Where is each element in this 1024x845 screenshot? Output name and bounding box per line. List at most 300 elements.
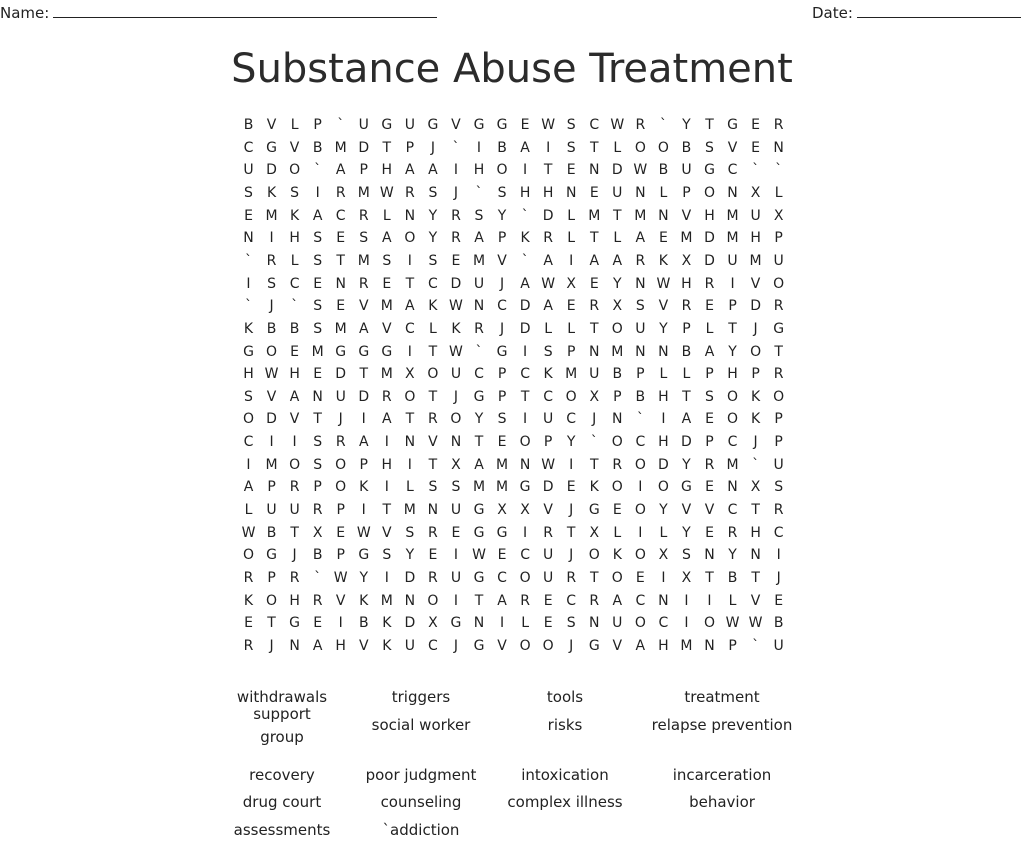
grid-letter: R xyxy=(266,252,277,269)
grid-letter: R xyxy=(404,184,415,201)
grid-letter: K xyxy=(751,411,761,428)
grid-letter: R xyxy=(428,524,438,541)
grid-letter: D xyxy=(519,320,531,337)
grid-letter: H xyxy=(658,637,669,654)
grid-letter: O xyxy=(519,637,531,654)
grid-letter: L xyxy=(521,615,529,632)
grid-letter: V xyxy=(289,411,300,428)
grid-letter: S xyxy=(405,524,415,541)
grid-letter: H xyxy=(381,162,393,179)
grid-letter: U xyxy=(773,637,784,654)
grid-letter: U xyxy=(358,117,369,133)
word-list-item: risks xyxy=(547,716,583,734)
grid-letter: T xyxy=(705,117,714,133)
grid-letter: K xyxy=(543,366,553,383)
grid-letter: N xyxy=(658,343,669,360)
grid-letter: D xyxy=(358,388,370,405)
grid-letter: L xyxy=(659,366,668,383)
grid-letter: N xyxy=(519,456,531,473)
grid-letter: G xyxy=(473,524,485,541)
grid-letter: I xyxy=(453,547,458,564)
grid-letter: Y xyxy=(474,411,484,428)
grid-letter: B xyxy=(358,615,369,632)
grid-letter: I xyxy=(269,434,274,451)
grid-letter: T xyxy=(589,139,599,156)
grid-letter: X xyxy=(750,479,761,496)
grid-letter: P xyxy=(497,388,507,405)
grid-letter: Y xyxy=(682,524,691,541)
grid-letter: G xyxy=(381,117,393,133)
grid-letter: I xyxy=(246,275,251,292)
grid-letter: J xyxy=(430,139,435,156)
grid-letter: H xyxy=(542,184,554,201)
date-field xyxy=(812,3,1021,22)
grid-letter: V xyxy=(704,502,715,519)
grid-letter: K xyxy=(520,230,530,247)
name-label: Name: xyxy=(0,4,50,22)
grid-letter: T xyxy=(267,615,276,632)
grid-letter: R xyxy=(704,456,715,473)
grid-letter: S xyxy=(566,117,576,133)
grid-letter: M xyxy=(726,230,739,247)
grid-letter: E xyxy=(589,184,599,201)
grid-letter: C xyxy=(727,434,738,451)
grid-letter: E xyxy=(290,343,300,360)
grid-letter: I xyxy=(499,615,505,632)
grid-letter: J xyxy=(453,184,458,201)
grid-letter: S xyxy=(313,298,323,315)
word-list-item: poor judgment xyxy=(365,766,477,784)
grid-letter: R xyxy=(358,207,369,224)
grid-letter: A xyxy=(612,592,623,609)
grid-letter: X xyxy=(681,252,692,269)
grid-letter: G xyxy=(358,343,370,360)
word-list-item: incarceration xyxy=(672,766,772,784)
date-blank-line xyxy=(857,3,1021,18)
grid-letter: M xyxy=(380,298,393,315)
grid-letter: I xyxy=(569,252,574,269)
grid-letter: A xyxy=(428,162,438,179)
grid-letter: E xyxy=(428,547,438,564)
grid-letter: I xyxy=(269,230,274,247)
grid-letter: N xyxy=(589,615,600,632)
grid-letter: V xyxy=(428,434,438,451)
grid-letter: C xyxy=(243,434,254,451)
grid-letter: U xyxy=(404,117,415,133)
grid-letter: ` xyxy=(752,456,760,473)
grid-letter: T xyxy=(682,388,691,405)
grid-letter: L xyxy=(567,207,576,224)
grid-letter: K xyxy=(382,615,392,632)
grid-letter: G xyxy=(496,117,508,133)
grid-letter: V xyxy=(266,117,277,133)
grid-letter: G xyxy=(496,343,508,360)
grid-letter: P xyxy=(682,320,691,337)
grid-letter: H xyxy=(727,366,738,383)
grid-letter: D xyxy=(450,275,462,292)
grid-letter: G xyxy=(473,388,485,405)
grid-letter: S xyxy=(474,207,484,224)
grid-letter: O xyxy=(335,456,347,473)
grid-letter: S xyxy=(774,479,784,496)
grid-letter: E xyxy=(313,275,323,292)
grid-letter: O xyxy=(289,162,301,179)
grid-letter: I xyxy=(361,411,366,428)
grid-letter: P xyxy=(359,456,368,473)
grid-letter: V xyxy=(382,320,392,337)
grid-letter: ` xyxy=(636,411,644,428)
grid-letter: X xyxy=(589,524,600,541)
grid-letter: R xyxy=(704,275,715,292)
grid-letter: P xyxy=(728,637,737,654)
grid-letter: S xyxy=(635,298,645,315)
grid-letter: U xyxy=(243,162,254,179)
grid-letter: C xyxy=(428,637,438,654)
grid-letter: U xyxy=(635,320,646,337)
grid-letter: U xyxy=(589,366,600,383)
grid-letter: O xyxy=(266,343,278,360)
grid-letter: G xyxy=(588,502,600,519)
grid-letter: L xyxy=(405,479,414,496)
grid-letter: I xyxy=(707,592,712,609)
grid-letter: S xyxy=(313,230,323,247)
grid-letter: I xyxy=(776,547,781,564)
grid-letter: D xyxy=(404,570,416,586)
grid-letter: P xyxy=(705,366,714,383)
grid-letter: S xyxy=(428,479,438,496)
grid-letter: R xyxy=(451,207,461,224)
grid-letter: P xyxy=(497,230,507,247)
grid-letter: E xyxy=(382,275,392,292)
grid-letter: R xyxy=(543,524,553,541)
grid-letter: G xyxy=(727,117,738,133)
grid-letter: R xyxy=(312,502,323,519)
grid-letter: L xyxy=(774,184,783,201)
grid-letter: A xyxy=(335,162,346,179)
grid-letter: D xyxy=(404,615,416,632)
grid-letter: T xyxy=(589,456,599,473)
grid-letter: W xyxy=(748,615,763,632)
grid-letter: W xyxy=(333,570,348,586)
grid-letter: M xyxy=(565,366,578,383)
grid-letter: I xyxy=(315,184,320,201)
grid-letter: K xyxy=(243,592,254,609)
grid-letter: P xyxy=(613,388,622,405)
grid-letter: N xyxy=(404,207,416,224)
grid-letter: N xyxy=(243,230,254,247)
grid-letter: A xyxy=(635,637,646,654)
grid-letter: A xyxy=(243,479,254,496)
grid-letter: X xyxy=(589,388,600,405)
grid-letter: X xyxy=(566,275,576,292)
grid-letter: X xyxy=(497,502,507,519)
grid-letter: C xyxy=(289,275,300,292)
grid-letter: G xyxy=(450,615,462,632)
grid-letter: ` xyxy=(475,184,483,201)
grid-letter: R xyxy=(773,502,784,519)
grid-letter: V xyxy=(497,252,507,269)
grid-letter: O xyxy=(496,162,508,179)
grid-letter: N xyxy=(473,298,485,315)
grid-letter: O xyxy=(427,366,439,383)
grid-letter: E xyxy=(635,570,645,586)
grid-letter: A xyxy=(474,230,484,247)
word-list-item: recovery xyxy=(249,766,315,784)
grid-letter: V xyxy=(358,298,369,315)
grid-letter: H xyxy=(335,637,346,654)
grid-letter: B xyxy=(266,320,277,337)
grid-letter: P xyxy=(705,434,714,451)
grid-letter: L xyxy=(382,207,391,224)
grid-letter: E xyxy=(658,230,668,247)
grid-letter: S xyxy=(705,139,714,156)
grid-letter: U xyxy=(266,502,277,519)
grid-letter: P xyxy=(682,184,691,201)
grid-letter: G xyxy=(588,637,600,654)
grid-letter: R xyxy=(451,230,461,247)
grid-letter: S xyxy=(382,252,392,269)
grid-letter: O xyxy=(242,411,255,428)
grid-letter: V xyxy=(289,139,300,156)
grid-letter: Y xyxy=(659,320,668,337)
grid-letter: T xyxy=(774,343,783,360)
grid-letter: G xyxy=(519,479,531,496)
grid-letter: A xyxy=(520,275,530,292)
grid-letter: W xyxy=(356,524,371,541)
grid-letter: P xyxy=(728,298,737,315)
grid-letter: R xyxy=(243,570,254,586)
grid-letter: A xyxy=(589,252,600,269)
grid-letter: M xyxy=(496,456,509,473)
grid-letter: H xyxy=(289,366,300,383)
grid-letter: U xyxy=(612,184,623,201)
grid-letter: E xyxy=(543,615,553,632)
grid-letter: N xyxy=(404,434,416,451)
grid-letter: T xyxy=(520,388,530,405)
grid-letter: P xyxy=(267,479,276,496)
grid-letter: G xyxy=(773,320,785,337)
grid-letter: E xyxy=(497,434,507,451)
grid-letter: T xyxy=(428,343,438,360)
grid-letter: K xyxy=(428,298,438,315)
grid-letter: C xyxy=(474,366,484,383)
grid-letter: P xyxy=(751,366,760,383)
grid-letter: K xyxy=(290,207,300,224)
grid-letter: W xyxy=(656,275,671,292)
word-list-item: relapse prevention xyxy=(651,716,793,734)
word-list-item: `addiction xyxy=(382,821,460,839)
grid-letter: A xyxy=(681,411,692,428)
grid-letter: ` xyxy=(752,637,760,654)
grid-letter: T xyxy=(382,502,392,519)
grid-letter: T xyxy=(751,502,760,519)
grid-letter: I xyxy=(569,456,574,473)
grid-letter: Y xyxy=(428,207,438,224)
grid-letter: M xyxy=(311,343,324,360)
word-list-item: assessments xyxy=(233,821,331,839)
grid-letter: V xyxy=(335,592,346,609)
grid-letter: V xyxy=(266,388,277,405)
grid-letter: A xyxy=(358,320,369,337)
grid-letter: U xyxy=(543,570,554,586)
grid-letter: U xyxy=(450,366,462,383)
grid-letter: T xyxy=(359,366,369,383)
grid-letter: O xyxy=(657,479,669,496)
grid-letter: J xyxy=(499,320,505,337)
grid-letter: O xyxy=(565,388,577,405)
grid-letter: G xyxy=(473,637,485,654)
grid-letter: A xyxy=(312,637,323,654)
grid-letter: E xyxy=(566,298,576,315)
grid-letter: O xyxy=(750,343,762,360)
grid-letter: D xyxy=(266,411,277,428)
grid-letter: G xyxy=(473,117,485,133)
grid-letter: I xyxy=(453,592,458,609)
grid-letter: R xyxy=(312,592,323,609)
grid-letter: G xyxy=(473,502,485,519)
grid-letter: W xyxy=(241,524,256,541)
grid-letter: U xyxy=(773,252,784,269)
grid-letter: M xyxy=(334,139,347,156)
grid-letter: T xyxy=(313,411,322,428)
grid-letter: T xyxy=(589,570,599,586)
grid-letter: ` xyxy=(314,162,322,179)
grid-letter: H xyxy=(519,184,531,201)
grid-letter: J xyxy=(592,411,597,428)
grid-letter: P xyxy=(774,434,783,451)
word-list-item: support group xyxy=(253,705,311,746)
grid-letter: J xyxy=(269,298,274,315)
grid-letter: E xyxy=(336,524,346,541)
grid-letter: O xyxy=(427,592,439,609)
grid-letter: E xyxy=(705,524,714,541)
grid-letter: V xyxy=(497,637,507,654)
grid-letter: E xyxy=(589,275,599,292)
grid-letter: J xyxy=(453,388,458,405)
grid-letter: J xyxy=(569,637,574,654)
grid-letter: V xyxy=(750,275,761,292)
grid-letter: R xyxy=(681,298,692,315)
grid-letter: U xyxy=(473,275,485,292)
grid-letter: P xyxy=(497,366,507,383)
grid-letter: P xyxy=(313,117,322,133)
grid-letter: ` xyxy=(245,252,252,269)
grid-letter: B xyxy=(289,320,300,337)
grid-letter: K xyxy=(359,479,369,496)
grid-letter: K xyxy=(658,252,668,269)
grid-letter: V xyxy=(750,592,761,609)
grid-letter: E xyxy=(705,479,714,496)
grid-letter: E xyxy=(520,117,530,133)
grid-letter: A xyxy=(382,230,392,247)
grid-letter: K xyxy=(612,547,622,564)
grid-letter: R xyxy=(289,570,300,586)
grid-letter: ` xyxy=(452,139,460,156)
grid-letter: N xyxy=(750,547,761,564)
grid-letter: O xyxy=(634,547,646,564)
grid-letter: O xyxy=(266,592,278,609)
grid-letter: C xyxy=(566,592,577,609)
grid-letter: S xyxy=(428,252,438,269)
grid-letter: P xyxy=(566,343,576,360)
grid-letter: I xyxy=(384,479,389,496)
grid-letter: A xyxy=(405,298,415,315)
grid-letter: R xyxy=(773,117,784,133)
grid-letter: U xyxy=(543,411,554,428)
grid-letter: S xyxy=(267,275,276,292)
grid-letter: G xyxy=(358,547,370,564)
grid-letter: ` xyxy=(521,207,529,224)
grid-letter: E xyxy=(612,502,622,519)
grid-letter: R xyxy=(635,252,646,269)
grid-letter: I xyxy=(384,434,389,451)
grid-letter: B xyxy=(266,524,277,541)
grid-letter: M xyxy=(472,479,486,496)
grid-letter: S xyxy=(359,230,369,247)
grid-letter: D xyxy=(750,298,761,315)
grid-letter: O xyxy=(727,411,739,428)
grid-letter: P xyxy=(313,479,322,496)
grid-letter: S xyxy=(451,479,461,496)
grid-letter: B xyxy=(497,139,507,156)
grid-letter: V xyxy=(451,117,461,133)
grid-letter: G xyxy=(473,570,485,586)
grid-letter: J xyxy=(292,547,297,564)
grid-letter: L xyxy=(659,524,668,541)
grid-letter: R xyxy=(773,366,784,383)
grid-letter: V xyxy=(727,139,738,156)
grid-letter: I xyxy=(638,524,643,541)
grid-letter: D xyxy=(358,139,370,156)
grid-letter: R xyxy=(612,456,623,473)
grid-letter: O xyxy=(634,615,646,632)
grid-letter: I xyxy=(523,343,528,360)
grid-letter: E xyxy=(244,615,253,632)
word-list-item: treatment xyxy=(684,688,760,706)
grid-letter: T xyxy=(613,207,622,224)
grid-letter: H xyxy=(473,162,485,179)
grid-letter: P xyxy=(543,434,553,451)
grid-letter: E xyxy=(313,366,323,383)
grid-letter: O xyxy=(611,434,623,451)
grid-letter: B xyxy=(658,162,669,179)
grid-letter: K xyxy=(243,320,254,337)
grid-letter: G xyxy=(266,139,277,156)
grid-letter: W xyxy=(449,298,463,315)
word-list-item: withdrawals xyxy=(236,688,328,706)
grid-letter: B xyxy=(635,388,646,405)
grid-letter: M xyxy=(357,184,370,201)
word-list-item: triggers xyxy=(391,688,451,706)
grid-letter: T xyxy=(474,592,484,609)
grid-letter: T xyxy=(705,570,714,586)
grid-letter: N xyxy=(773,139,784,156)
grid-letter: V xyxy=(658,298,669,315)
grid-letter: B xyxy=(727,570,738,586)
grid-letter: G xyxy=(266,547,277,564)
grid-letter: G xyxy=(496,524,508,541)
grid-letter: N xyxy=(565,184,577,201)
grid-letter: I xyxy=(523,162,528,179)
grid-letter: R xyxy=(520,592,530,609)
grid-letter: S xyxy=(290,184,300,201)
grid-letter: W xyxy=(725,615,740,632)
grid-letter: ` xyxy=(337,117,345,133)
grid-letter: J xyxy=(753,320,758,337)
grid-letter: O xyxy=(404,388,416,405)
grid-letter: O xyxy=(404,230,416,247)
grid-letter: W xyxy=(449,343,463,360)
